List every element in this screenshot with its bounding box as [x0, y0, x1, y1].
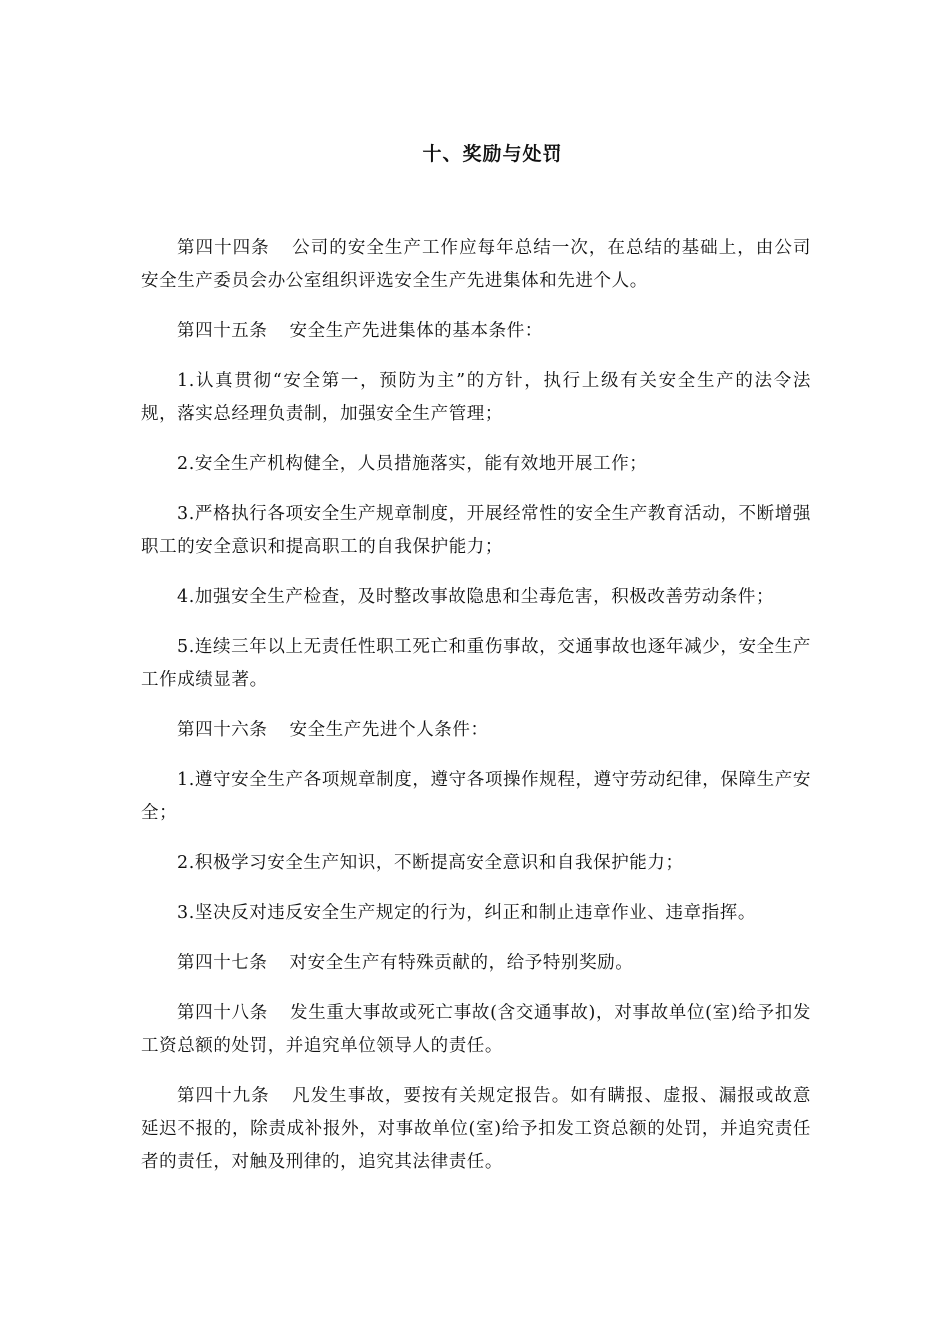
list-item — [141, 764, 811, 830]
paragraph-text: 3.严格执行各项安全生产规章制度，开展经常性的安全生产教育活动，不断增强职工的安全意识和提高职工的自我保护能力； — [141, 504, 811, 557]
list-item — [141, 897, 811, 930]
paragraph-text: 3.坚决反对违反安全生产规定的行为，纠正和制止违章作业、违章指挥。 — [177, 903, 756, 923]
list-item — [141, 448, 811, 481]
article-number: 第四十九条 — [177, 1086, 270, 1106]
section-title: 十、奖励与处罚 — [422, 143, 563, 165]
article-number: 第四十八条 — [177, 1003, 268, 1023]
article-number: 第四十七条 — [177, 953, 268, 973]
paragraph-text: 1.遵守安全生产各项规章制度，遵守各项操作规程，遵守劳动纪律，保障生产安全； — [141, 770, 811, 823]
list-item — [141, 631, 811, 697]
paragraph-text: 发生重大事故或死亡事故(含交通事故)，对事故单位(室)给予扣发工资总额的处罚，并追究单位领导人的责任。 — [141, 1003, 811, 1056]
list-item — [141, 365, 811, 431]
document-body — [141, 232, 811, 1196]
article-paragraph — [141, 315, 811, 348]
article-paragraph — [141, 232, 811, 298]
paragraph-text: 安全生产先进个人条件： — [289, 720, 489, 740]
paragraph-text: 安全生产先进集体的基本条件： — [289, 321, 543, 341]
list-item — [141, 847, 811, 880]
paragraph-text: 2.积极学习安全生产知识，不断提高安全意识和自我保护能力； — [177, 853, 684, 873]
article-paragraph — [141, 947, 811, 980]
paragraph-text: 1.认真贯彻“安全第一，预防为主”的方针，执行上级有关安全生产的法令法规，落实总经理负责制，加强安全生产管理； — [141, 371, 811, 424]
paragraph-text: 5.连续三年以上无责任性职工死亡和重伤事故，交通事故也逐年减少，安全生产工作成绩显著。 — [141, 637, 811, 690]
article-number: 第四十四条 — [177, 238, 270, 258]
paragraph-text: 公司的安全生产工作应每年总结一次，在总结的基础上，由公司安全生产委员会办公室组织评选安全生产先进集体和先进个人。 — [141, 238, 811, 291]
paragraph-text: 对安全生产有特殊贡献的，给予特别奖励。 — [289, 953, 634, 973]
article-paragraph — [141, 997, 811, 1063]
article-number: 第四十六条 — [177, 720, 268, 740]
list-item — [141, 581, 811, 614]
paragraph-text: 凡发生事故，要按有关规定报告。如有瞒报、虚报、漏报或故意延迟不报的，除责成补报外，对事故单位(室)给予扣发工资总额的处罚，并追究责任者的责任，对触及刑律的，追究其法律责任。 — [141, 1086, 811, 1172]
list-item — [141, 498, 811, 564]
article-paragraph — [141, 1080, 811, 1179]
paragraph-text: 4.加强安全生产检查，及时整改事故隐患和尘毒危害，积极改善劳动条件； — [177, 587, 775, 607]
paragraph-text: 2.安全生产机构健全，人员措施落实，能有效地开展工作； — [177, 454, 648, 474]
article-paragraph — [141, 714, 811, 747]
article-number: 第四十五条 — [177, 321, 268, 341]
